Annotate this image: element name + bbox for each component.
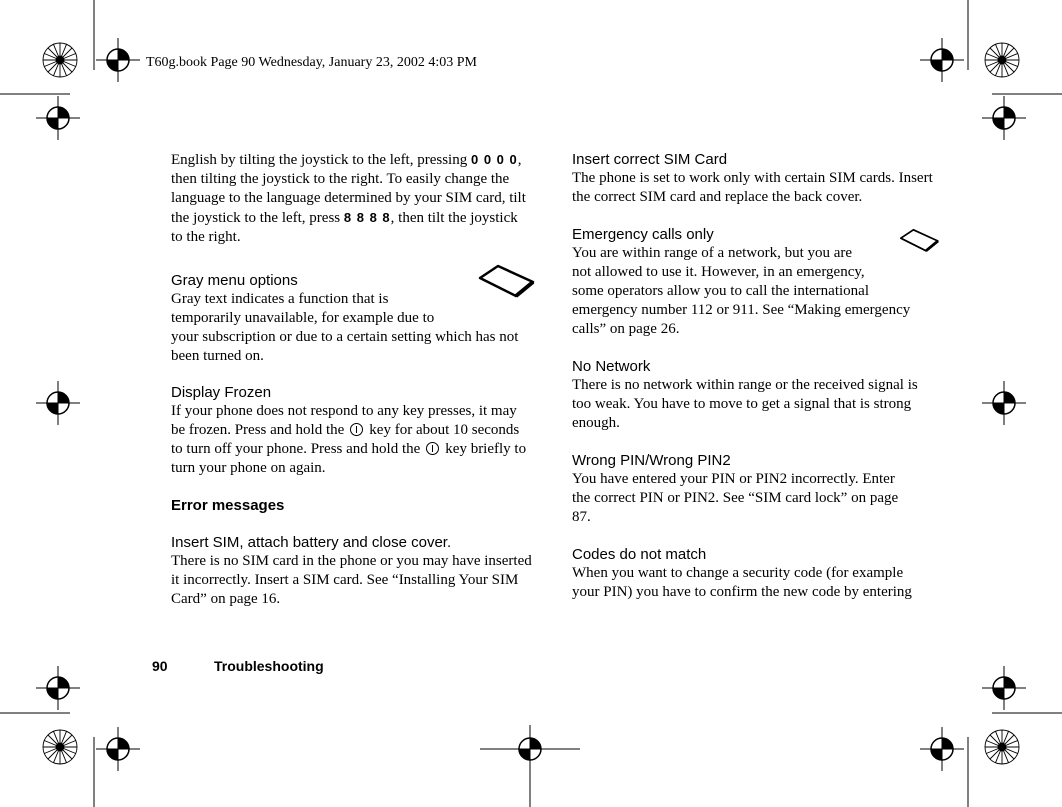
emergency-calls-title: Emergency calls only bbox=[572, 226, 714, 243]
right-column bbox=[572, 150, 934, 602]
left-column bbox=[171, 150, 533, 609]
emergency-calls-text: You are within range of a network, but you are not allowed to use it. However, in an emergency, some operators allow you to call the international emergency number 112 or 911. See “Making emergency calls” on page 26. bbox=[572, 245, 911, 337]
codes-mismatch-text: When you want to change a security code (for example your PIN) you have to confirm the new code by entering bbox=[572, 565, 912, 600]
registration-mark-right-middle bbox=[982, 381, 1026, 425]
error-messages-heading: Error messages bbox=[171, 497, 285, 514]
star-mark-bottom-right bbox=[985, 730, 1019, 764]
display-frozen-text: If your phone does not respond to any key presses, it may be frozen. Press and hold the key for about 10 seconds to turn off your phone. Press and hold the key briefly to turn your phone on again. bbox=[171, 403, 527, 476]
registration-mark-bottom-left bbox=[96, 727, 140, 771]
codes-mismatch-title: Codes do not match bbox=[572, 546, 707, 563]
note-icon bbox=[898, 226, 940, 256]
insert-sim-text: There is no SIM card in the phone or you may have inserted it incorrectly. Insert a SIM card. See “Installing Your SIM Card” on page 16. bbox=[171, 553, 532, 607]
power-key-icon bbox=[426, 442, 439, 455]
registration-mark-left-top bbox=[36, 96, 80, 140]
wrong-pin-title: Wrong PIN/Wrong PIN2 bbox=[572, 452, 731, 469]
key-code: 0 0 0 0 bbox=[470, 152, 518, 167]
wrong-pin-text: You have entered your PIN or PIN2 incorrectly. Enter the correct PIN or PIN2. See “SIM card lock” on page 87. bbox=[572, 471, 899, 525]
registration-mark-left-middle bbox=[36, 381, 80, 425]
insert-correct-sim-text: The phone is set to work only with certain SIM cards. Insert the correct SIM card and replace the back cover. bbox=[572, 170, 933, 205]
registration-mark-right-bottom bbox=[982, 666, 1026, 710]
registration-mark-left-bottom bbox=[36, 666, 80, 710]
no-network-text: There is no network within range or the received signal is too weak. You have to move to get a signal that is strong enough. bbox=[572, 377, 918, 431]
registration-mark-right-top bbox=[982, 96, 1026, 140]
star-mark-bottom-left bbox=[43, 730, 77, 764]
gray-menu-title: Gray menu options bbox=[171, 272, 298, 289]
registration-mark-top-right bbox=[920, 38, 964, 82]
power-key-icon bbox=[350, 423, 363, 436]
section-title: Troubleshooting bbox=[214, 658, 324, 674]
print-header: T60g.book Page 90 Wednesday, January 23, 2002 4:03 PM bbox=[146, 55, 477, 70]
note-icon bbox=[476, 264, 536, 300]
insert-correct-sim-title: Insert correct SIM Card bbox=[572, 151, 728, 168]
key-code: 8 8 8 8 bbox=[343, 210, 391, 225]
registration-mark-bottom-right bbox=[920, 727, 964, 771]
insert-sim-title: Insert SIM, attach battery and close cover. bbox=[171, 534, 452, 551]
no-network-title: No Network bbox=[572, 358, 651, 375]
language-paragraph: English by tilting the joystick to the left, pressing 0 0 0 0, then tilting the joystick to the right. To easily change the language to the language determined by your SIM card, tilt the joystick to the left, press 8 8 8 8, then tilt the joystick to the right. bbox=[171, 152, 526, 245]
display-frozen-title: Display Frozen bbox=[171, 384, 272, 401]
star-mark-top-right bbox=[985, 43, 1019, 77]
registration-mark-top-left bbox=[96, 38, 140, 82]
page-number: 90 bbox=[152, 658, 168, 674]
gray-menu-text: Gray text indicates a function that is temporarily unavailable, for example due to your subscription or due to a certain setting which has not been turned on. bbox=[171, 291, 519, 364]
star-mark-top-left bbox=[43, 43, 77, 77]
